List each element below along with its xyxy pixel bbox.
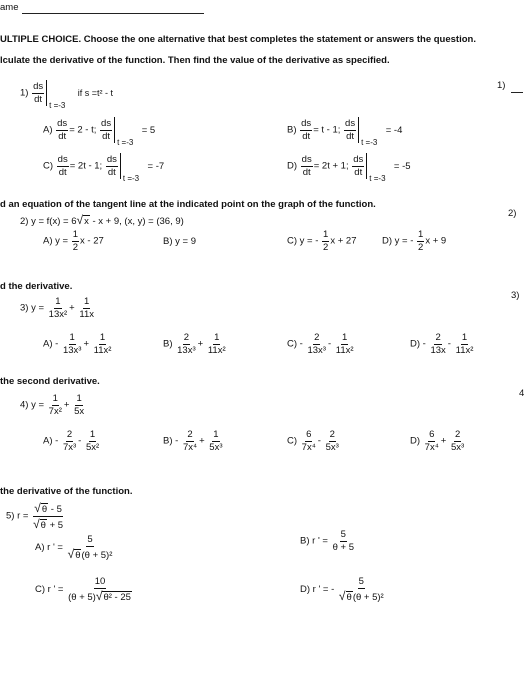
q2-option-c: C) y = - $\frac{1}{2}$ x + 27 bbox=[287, 229, 357, 253]
q1-option-a: A) $\frac{ds}{dt}$ = 2 - t; $\frac{ds}{dt}$ t =-3 = 5 bbox=[43, 118, 156, 147]
instruction-text: ULTIPLE CHOICE. Choose the one alternative that best completes the statement or answers the question. bbox=[0, 34, 476, 45]
q4-option-b: B) - $\frac{2}{\text{7x⁴}}$ + $\frac{1}{\text{5x³}}$ bbox=[163, 429, 223, 453]
q4-option-a: A) - $\frac{2}{\text{7x³}}$ - $\frac{1}{\text{5x²}}$ bbox=[43, 429, 100, 453]
q3-option-d: D) - $\frac{2}{13x}$ - $\frac{1}{\text{11x²}}$ bbox=[410, 332, 474, 356]
q1-option-c: C) $\frac{ds}{dt}$ = 2t - 1; $\frac{ds}{dt}$ t =-3 = -7 bbox=[43, 154, 165, 183]
section-3-heading: d the derivative. bbox=[0, 281, 73, 292]
q3-option-a: A) - $\frac{1}{\text{13x³}}$ + $\frac{1}{\text{11x²}}$ bbox=[43, 332, 112, 356]
q1-option-b: B) $\frac{ds}{dt}$ = t - 1; $\frac{ds}{dt}$ t =-3 = -4 bbox=[287, 118, 403, 147]
question-1: 1) $\frac{ds}{dt}$ t =-3 if s =t² - t bbox=[20, 81, 114, 110]
q3-option-c: C) - $\frac{2}{\text{13x³}}$ - $\frac{1}{\text{11x²}}$ bbox=[287, 332, 354, 356]
q5-option-a: A) r ' = $\frac{5}{\text{√θ(θ + 5)²}}$ bbox=[35, 534, 113, 561]
q4-option-d: D) $\frac{6}{\text{7x⁴}}$ + $\frac{2}{\text{5x³}}$ bbox=[410, 429, 465, 453]
name-underline bbox=[22, 13, 204, 14]
name-label: ame bbox=[0, 2, 19, 13]
question-5: 5) r = $\frac{√\theta - 5}{√\theta + 5}$ bbox=[6, 501, 64, 531]
q2-option-d: D) y = - $\frac{1}{2}$ x + 9 bbox=[382, 229, 447, 253]
q5-option-d: D) r ' = - $\frac{5}{\text{√θ(θ + 5)²}}$ bbox=[300, 576, 384, 603]
question-2: 2) y = f(x) = 6√x - x + 9, (x, y) = (36, 9) bbox=[20, 213, 184, 227]
q2-option-b: B) y = 9 bbox=[163, 236, 196, 247]
question-3: 3) y = $\frac{1}{\text{13x²}}$ + $\frac{1}{11x}$ bbox=[20, 296, 94, 320]
q5-option-b: B) r ' = $\frac{5}{\theta + 5}$ bbox=[300, 529, 354, 553]
q2-option-a: A) y = $\frac{1}{2}$ x - 27 bbox=[43, 229, 104, 253]
section-5-heading: the derivative of the function. bbox=[0, 486, 133, 497]
margin-number-3: 3) bbox=[511, 290, 520, 301]
q4-option-c: C) $\frac{6}{\text{7x⁴}}$ - $\frac{2}{\text{5x³}}$ bbox=[287, 429, 339, 453]
answer-blank-1 bbox=[511, 92, 523, 93]
margin-number-2: 2) bbox=[508, 208, 517, 219]
section-2-heading: d an equation of the tangent line at the indicated point on the graph of the function. bbox=[0, 199, 376, 210]
q3-option-b: B) $\frac{2}{\text{13x³}}$ + $\frac{1}{\text{11x²}}$ bbox=[163, 332, 226, 356]
question-4: 4) y = $\frac{1}{\text{7x²}}$ + $\frac{1}{5x}$ bbox=[20, 393, 85, 417]
section-1-heading: lculate the derivative of the function. Then find the value of the derivative as specified. bbox=[0, 55, 390, 66]
margin-number-1: 1) bbox=[497, 80, 506, 91]
margin-number-4: 4 bbox=[519, 388, 525, 399]
q5-option-c: C) r ' = $\frac{10}{\text{(θ + 5)√θ² - 25}}$ bbox=[35, 576, 131, 603]
q1-option-d: D) $\frac{ds}{dt}$ = 2t + 1; $\frac{ds}{dt}$ t =-3 = -5 bbox=[287, 154, 411, 183]
section-4-heading: the second derivative. bbox=[0, 376, 100, 387]
